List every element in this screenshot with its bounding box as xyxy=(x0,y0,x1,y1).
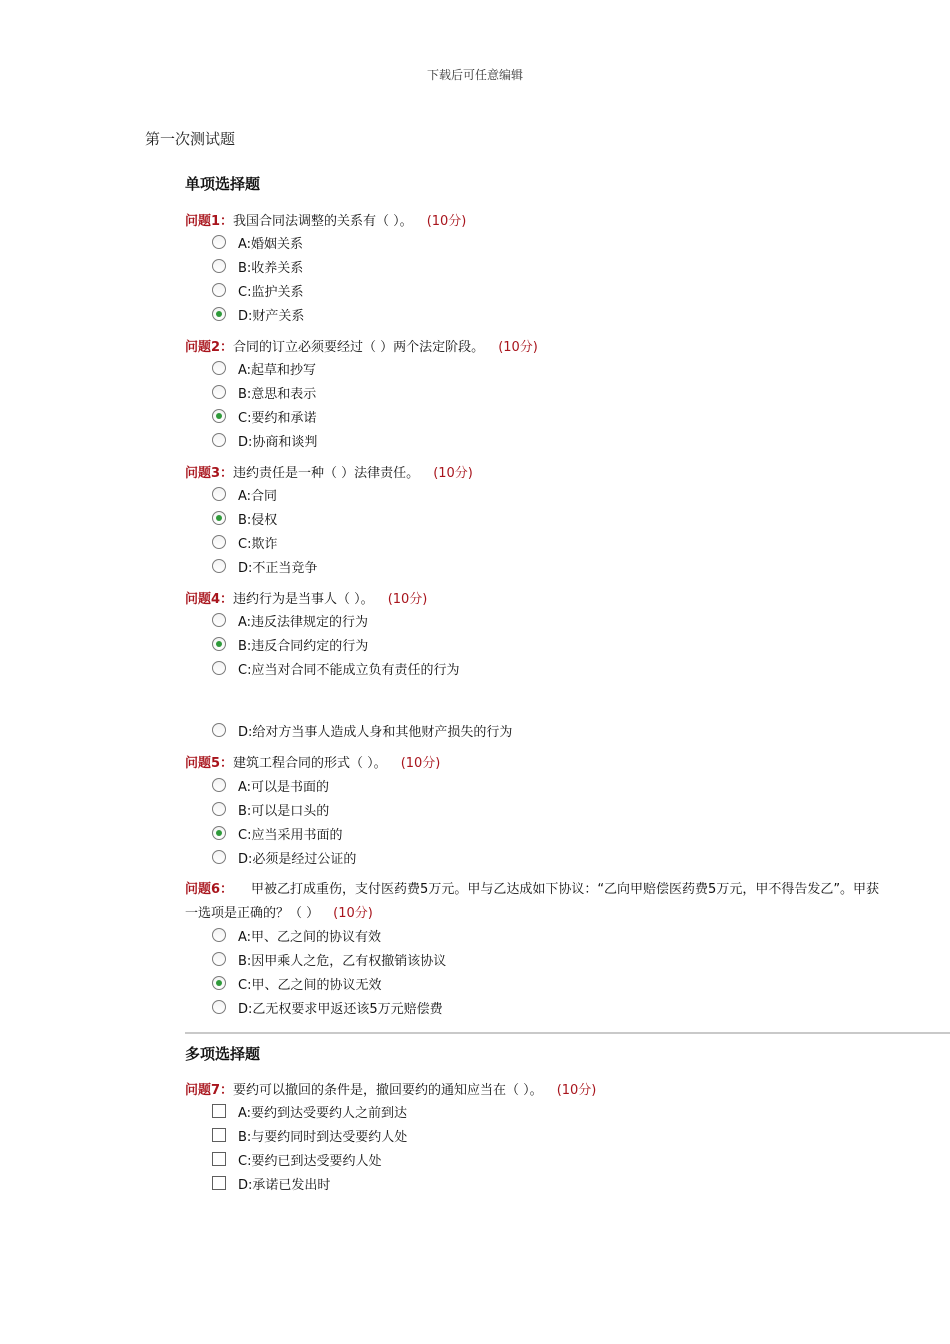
question-score: (10分) xyxy=(333,906,373,921)
option-label: C:应当对合同不能成立负有责任的行为 xyxy=(238,662,460,678)
option-label: D:乙无权要求甲返还该5万元赔偿费 xyxy=(238,1001,443,1017)
option-label: A:婚姻关系 xyxy=(238,236,304,252)
question-text: 我国合同法调整的关系有（ ）。 xyxy=(233,214,413,229)
radio-button-selected[interactable] xyxy=(212,976,226,990)
radio-button-selected[interactable] xyxy=(212,307,226,321)
q4-option-c[interactable] xyxy=(212,659,459,677)
question-label: 问题7： xyxy=(185,1083,234,1098)
radio-button[interactable] xyxy=(212,235,226,249)
radio-button[interactable] xyxy=(212,487,226,501)
q5-option-d[interactable] xyxy=(212,848,356,866)
question-score: (10分) xyxy=(426,214,467,229)
q7-option-d[interactable] xyxy=(212,1174,330,1192)
question-6-continued xyxy=(185,902,373,921)
checkbox[interactable] xyxy=(212,1104,226,1118)
question-label: 问题3： xyxy=(185,466,234,481)
q1-option-d[interactable] xyxy=(212,305,304,323)
q4-option-a[interactable] xyxy=(212,611,368,629)
question-score: (10分) xyxy=(556,1083,597,1098)
q3-option-b[interactable] xyxy=(212,509,277,527)
option-label: A:起草和抄写 xyxy=(238,362,317,378)
option-label: B:与要约同时到达受要约人处 xyxy=(238,1129,408,1145)
q6-option-b[interactable] xyxy=(212,950,446,968)
q3-option-d[interactable] xyxy=(212,557,317,575)
radio-button[interactable] xyxy=(212,385,226,399)
radio-button-selected[interactable] xyxy=(212,511,226,525)
radio-button-selected[interactable] xyxy=(212,409,226,423)
question-1 xyxy=(185,210,466,229)
question-label: 问题4： xyxy=(185,592,234,607)
section-title-single-choice: 单项选择题 xyxy=(185,175,261,193)
question-label: 问题6： xyxy=(185,882,234,897)
q2-option-b[interactable] xyxy=(212,383,316,401)
radio-button[interactable] xyxy=(212,661,226,675)
q5-option-b[interactable] xyxy=(212,800,329,818)
option-label: A:可以是书面的 xyxy=(238,779,330,795)
option-label: B:意思和表示 xyxy=(238,386,317,402)
question-score: (10分) xyxy=(498,340,538,355)
q6-option-c[interactable] xyxy=(212,974,381,992)
option-label: D:必须是经过公证的 xyxy=(238,851,357,867)
question-2 xyxy=(185,336,538,355)
q2-option-c[interactable] xyxy=(212,407,316,425)
radio-button[interactable] xyxy=(212,259,226,273)
q4-option-d[interactable] xyxy=(212,721,512,739)
q7-option-a[interactable] xyxy=(212,1102,407,1120)
q4-option-b[interactable] xyxy=(212,635,368,653)
question-text: 合同的订立必须要经过（ ）两个法定阶段。 xyxy=(233,340,485,355)
q1-option-b[interactable] xyxy=(212,257,303,275)
radio-button[interactable] xyxy=(212,613,226,627)
section-divider xyxy=(185,1032,950,1034)
document-title: 第一次测试题 xyxy=(145,130,236,148)
question-text: 违约行为是当事人（ ）。 xyxy=(233,592,374,607)
header-note: 下载后可任意编辑 xyxy=(426,68,523,82)
question-text: 建筑工程合同的形式（ ）。 xyxy=(233,756,387,771)
question-text: 违约责任是一种（ ）法律责任。 xyxy=(233,466,420,481)
radio-button[interactable] xyxy=(212,559,226,573)
radio-button[interactable] xyxy=(212,433,226,447)
q7-option-b[interactable] xyxy=(212,1126,407,1144)
question-label: 问题1： xyxy=(185,214,234,229)
radio-button-selected[interactable] xyxy=(212,826,226,840)
radio-button-selected[interactable] xyxy=(212,637,226,651)
q6-option-a[interactable] xyxy=(212,926,381,944)
q3-option-a[interactable] xyxy=(212,485,277,503)
option-label: D:承诺已发出时 xyxy=(238,1177,331,1193)
question-label: 问题5： xyxy=(185,756,234,771)
q1-option-a[interactable] xyxy=(212,233,303,251)
option-label: D:财产关系 xyxy=(238,308,305,324)
question-3 xyxy=(185,462,473,481)
checkbox[interactable] xyxy=(212,1176,226,1190)
q2-option-a[interactable] xyxy=(212,359,316,377)
option-label: C:要约已到达受要约人处 xyxy=(238,1153,382,1169)
radio-button[interactable] xyxy=(212,723,226,737)
question-7 xyxy=(185,1079,596,1098)
radio-button[interactable] xyxy=(212,1000,226,1014)
question-text-continued: 一选项是正确的？（ ） xyxy=(185,906,320,921)
option-label: A:要约到达受要约人之前到达 xyxy=(238,1105,408,1121)
option-label: C:欺诈 xyxy=(238,536,278,552)
option-label: A:违反法律规定的行为 xyxy=(238,614,369,630)
option-label: B:违反合同约定的行为 xyxy=(238,638,369,654)
radio-button[interactable] xyxy=(212,283,226,297)
option-label: B:可以是口头的 xyxy=(238,803,330,819)
radio-button[interactable] xyxy=(212,802,226,816)
question-score: (10分) xyxy=(387,592,428,607)
option-label: D:给对方当事人造成人身和其他财产损失的行为 xyxy=(238,724,513,740)
q3-option-c[interactable] xyxy=(212,533,277,551)
option-label: B:侵权 xyxy=(238,512,278,528)
question-6 xyxy=(185,878,879,897)
question-score: (10分) xyxy=(433,466,473,481)
option-label: C:甲、乙之间的协议无效 xyxy=(238,977,382,993)
option-label: C:要约和承诺 xyxy=(238,410,317,426)
option-label: D:协商和谈判 xyxy=(238,434,318,450)
checkbox[interactable] xyxy=(212,1128,226,1142)
radio-button[interactable] xyxy=(212,850,226,864)
question-label: 问题2： xyxy=(185,340,234,355)
radio-button[interactable] xyxy=(212,535,226,549)
q2-option-d[interactable] xyxy=(212,431,317,449)
radio-button[interactable] xyxy=(212,361,226,375)
q5-option-a[interactable] xyxy=(212,776,329,794)
option-label: A:合同 xyxy=(238,488,278,504)
radio-button[interactable] xyxy=(212,778,226,792)
question-text: 甲被乙打成重伤，支付医药费5万元。甲与乙达成如下协议：“乙向甲赔偿医药费5万元，甲不得告发乙”。甲获 xyxy=(251,882,880,897)
section-title-multiple-choice: 多项选择题 xyxy=(185,1045,261,1063)
q7-option-c[interactable] xyxy=(212,1150,381,1168)
option-label: A:甲、乙之间的协议有效 xyxy=(238,929,382,945)
radio-button[interactable] xyxy=(212,928,226,942)
q1-option-c[interactable] xyxy=(212,281,303,299)
question-text: 要约可以撤回的条件是，撤回要约的通知应当在（ ）。 xyxy=(233,1083,543,1098)
option-label: B:收养关系 xyxy=(238,260,304,276)
radio-button[interactable] xyxy=(212,952,226,966)
question-4 xyxy=(185,588,427,607)
option-label: C:监护关系 xyxy=(238,284,304,300)
q5-option-c[interactable] xyxy=(212,824,342,842)
option-label: C:应当采用书面的 xyxy=(238,827,343,843)
checkbox[interactable] xyxy=(212,1152,226,1166)
question-5 xyxy=(185,752,440,771)
option-label: B:因甲乘人之危，乙有权撤销该协议 xyxy=(238,953,447,969)
q6-option-d[interactable] xyxy=(212,998,443,1016)
option-label: D:不正当竞争 xyxy=(238,560,318,576)
question-score: (10分) xyxy=(400,756,441,771)
